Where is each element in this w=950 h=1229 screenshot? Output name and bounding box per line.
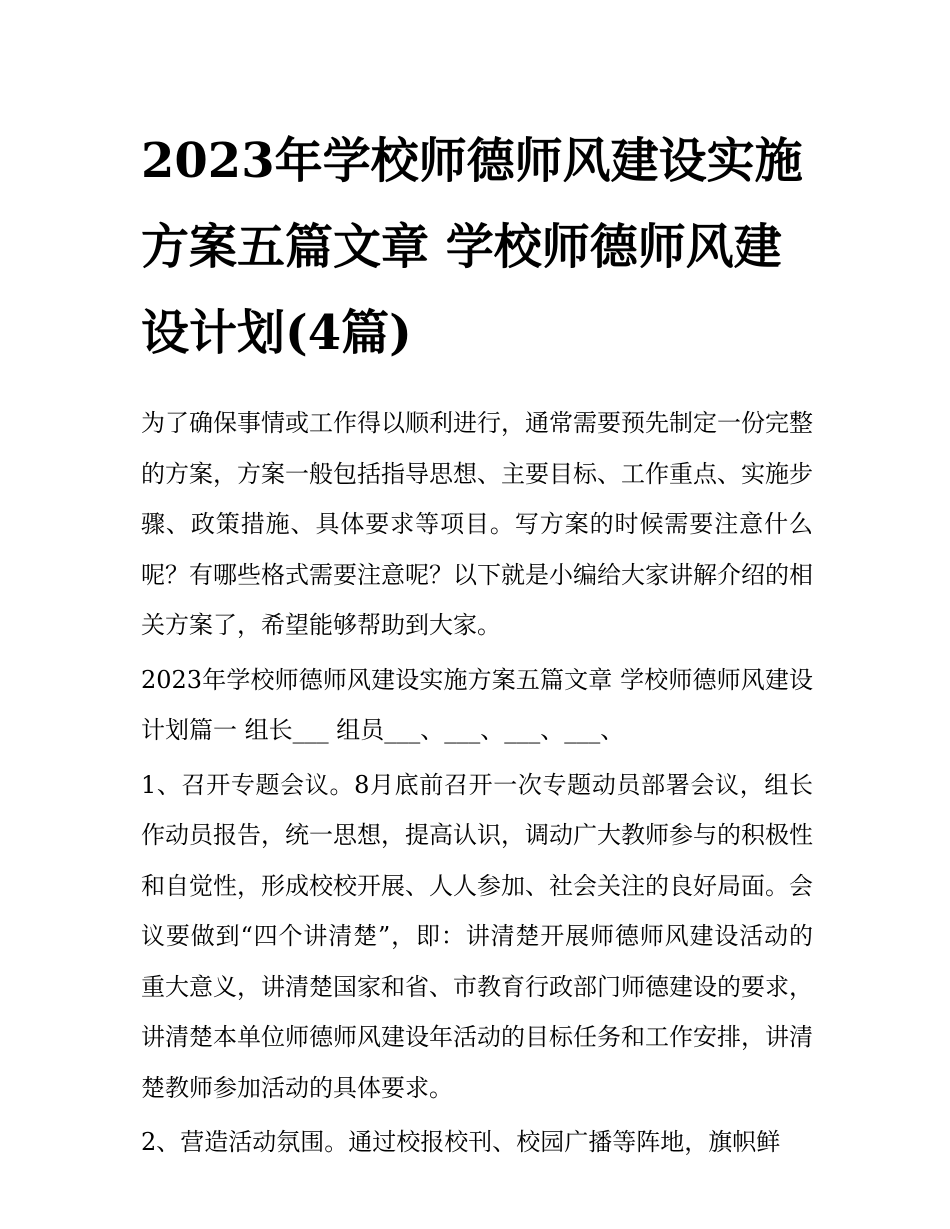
- plan-heading-paragraph: 2023年学校师德师风建设实施方案五篇文章 学校师德师风建设计划篇一 组长___ 组员___、___、___、___、: [141, 665, 813, 744]
- document-page: [141, 118, 813, 1168]
- item-2-paragraph: 2、营造活动氛围。通过校报校刊、校园广播等阵地，旗帜鲜: [141, 1128, 781, 1156]
- item-1-paragraph: 1、召开专题会议。8月底前召开一次专题动员部署会议，组长作动员报告，统一思想，提高认识，调动广大教师参与的积极性和自觉性，形成校校开展、人人参加、社会关注的良好局面。会议要做到“四个讲清楚”，即：讲清楚开展师德师风建设活动的重大意义，讲清楚国家和省、市教育行政部门师德建设的要求，讲清楚本单位师德师风建设年活动的目标任务和工作安排，讲清楚教师参加活动的具体要求。: [141, 770, 813, 1102]
- document-title: 2023年学校师德师风建设实施方案五篇文章 学校师德师风建设计划(4篇): [141, 133, 803, 361]
- intro-paragraph: 为了确保事情或工作得以顺利进行，通常需要预先制定一份完整的方案，方案一般包括指导思想、主要目标、工作重点、实施步骤、政策措施、具体要求等项目。写方案的时候需要注意什么呢？有哪些格式需要注意呢？以下就是小编给大家讲解介绍的相关方案了，希望能够帮助到大家。: [141, 409, 813, 639]
